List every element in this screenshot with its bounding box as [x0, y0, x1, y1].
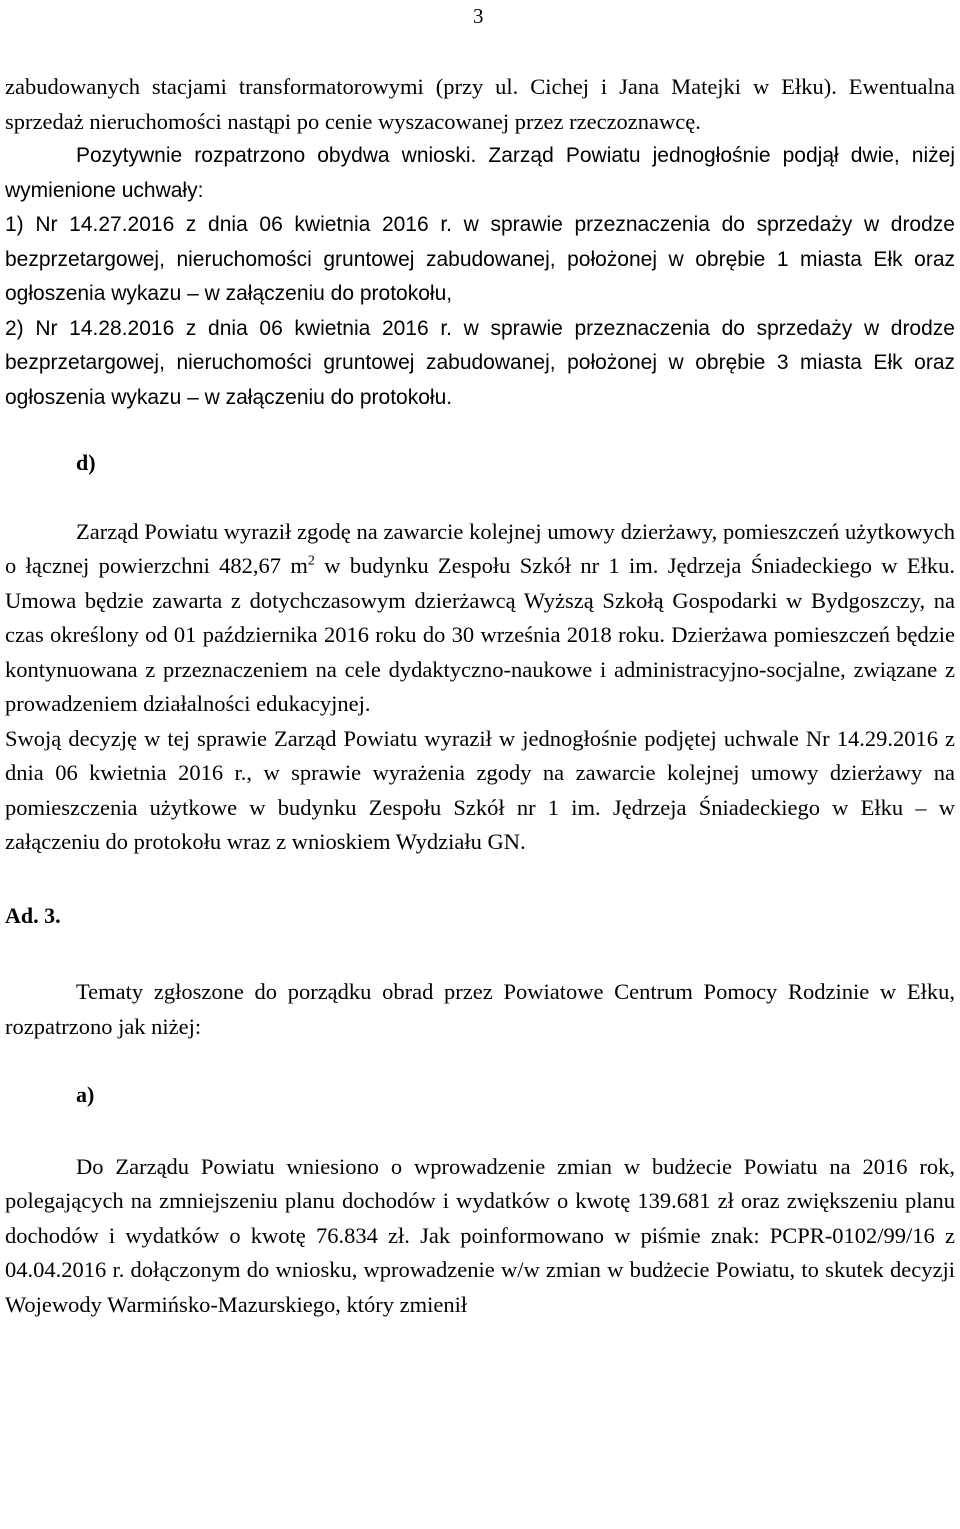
- section-d-text: w budynku Zespołu Szkół nr 1 im. Jędrzeja Śniadeckiego w Ełku. Umowa będzie zawarta z dotychczasowym dzierżawcą Wyższą Szkołą Gospodarki w Bydgoszczy, na czas określony od 01 października 2016 roku do 30 września 2018 roku. Dzierżawa pomieszczeń będzie kontynuowana z przeznaczeniem na cele dydaktyczno-naukowe i administracyjno-socjalne, związane z prowadzeniem działalności edukacyjnej.: [5, 553, 955, 716]
- superscript: 2: [307, 553, 315, 569]
- resolution-text: w sprawie przeznaczenia do sprzedaży w drodze bezprzetargowej, nieruchomości gruntowej zabudowanej, położonej w obrębie 1 miasta Ełk oraz ogłoszenia wykazu – w załączeniu do protokołu,: [5, 213, 955, 305]
- resolution-list: [5, 208, 955, 415]
- ad3-heading: Ad. 3.: [5, 902, 61, 928]
- resolution-item-1: [5, 208, 955, 312]
- section-a-heading: a): [76, 1082, 95, 1107]
- section-d-text: Zarząd Powiatu wyraził zgodę na zawarcie kolejnej umowy dzierżawy, pomieszczeń użytkowych o łącznej powierzchni 482,67 m: [5, 518, 955, 578]
- section-d-paragraph-2: Swoją decyzję w tej sprawie Zarząd Powiatu wyraził w jednogłośnie podjętej uchwale Nr 14.29.2016 z dnia 06 kwietnia 2016 r., w sprawie wyrażenia zgody na zawarcie kolejnej umowy dzierżawy na pomieszczenia użytkowe w budynku Zespołu Szkół nr 1 im. Jędrzeja Śniadeckiego w Ełku – w załączeniu do protokołu wraz z wnioskiem Wydziału GN.: [5, 725, 955, 854]
- resolution-text: w sprawie przeznaczenia do sprzedaży w drodze bezprzetargowej, nieruchomości gruntowej zabudowanej, położonej w obrębie 3 miasta Ełk oraz ogłoszenia wykazu – w załączeniu do protokołu.: [5, 316, 955, 409]
- section-a-paragraph: Do Zarządu Powiatu wniesiono o wprowadzenie zmian w budżecie Powiatu na 2016 rok, polegających na zmniejszeniu planu dochodów i wydatków o kwotę 139.681 zł oraz zwiększeniu planu dochodów i wydatków o kwotę 76.834 zł. Jak poinformowano w piśmie znak: PCPR-0102/99/16 z 04.04.2016 r. dołączonym do wniosku, wprowadzenie w/w zmian w budżecie Powiatu, to skutek decyzji Wojewody Warmińsko-Mazurskiego, który zmienił: [5, 1153, 955, 1317]
- resolution-number: 2) Nr 14.28.2016 z dnia 06 kwietnia 2016 r.: [5, 316, 452, 340]
- document-body: [5, 70, 955, 1322]
- intro-positive: Pozytywnie rozpatrzono obydwa wnioski. Zarząd Powiatu jednogłośnie podjął dwie, niżej wymienione uchwały:: [5, 144, 955, 202]
- resolution-number: 1) Nr 14.27.2016 z dnia 06 kwietnia 2016 r.: [5, 213, 452, 236]
- section-d-heading: d): [76, 450, 96, 475]
- intro-continuation: zabudowanych stacjami transformatorowymi (przy ul. Cichej i Jana Matejki w Ełku). Ewentualna sprzedaż nieruchomości nastąpi po cenie wyszacowanej przez rzeczoznawcę.: [5, 74, 955, 134]
- page-number: 3: [473, 4, 484, 28]
- resolution-item-2: [5, 312, 955, 416]
- ad3-intro: Tematy zgłoszone do porządku obrad przez Powiatowe Centrum Pomocy Rodzinie w Ełku, rozpatrzono jak niżej:: [5, 979, 955, 1039]
- section-d-paragraph-1: [5, 515, 955, 722]
